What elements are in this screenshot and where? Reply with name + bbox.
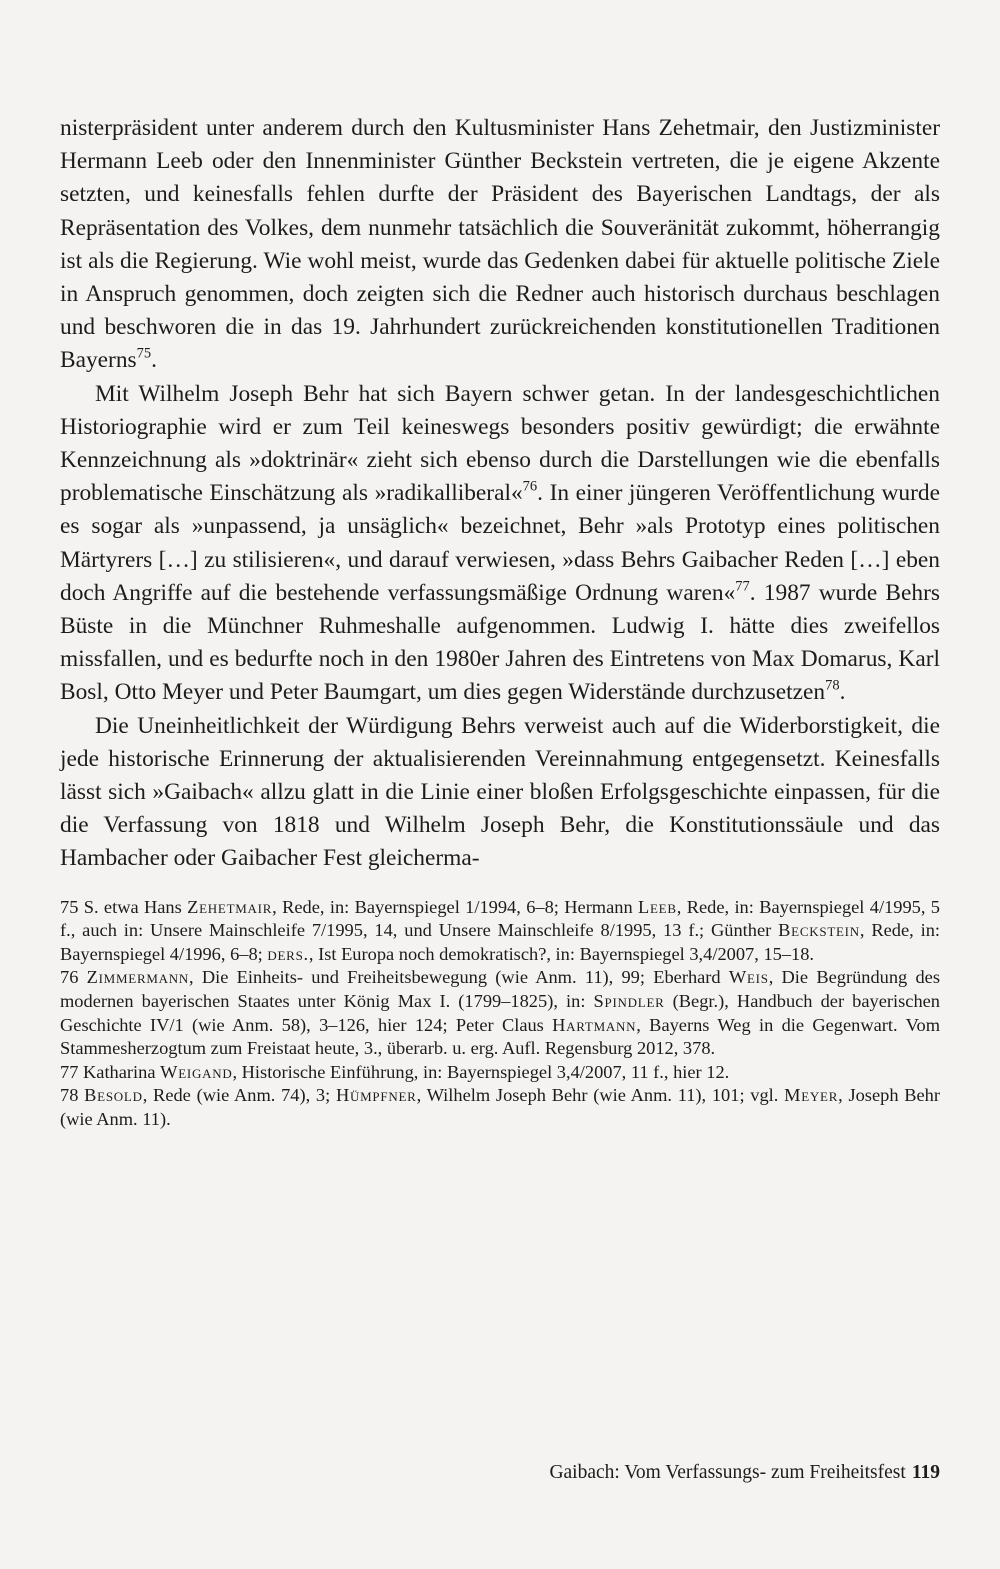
author-name: ders.	[267, 943, 309, 964]
footnote-ref-76: 76	[522, 478, 538, 495]
paragraph-1: nisterpräsident unter anderem durch den Kultusminister Hans Zehetmair, den Justizminister Hermann Leeb oder den Innenminister Günther Beckstein vertreten, die je eigene Akzente setzten, und keinesfalls fehlen durfte der Präsident des Bayerischen Landtags, der als Repräsentation des Volkes, dem nunmehr tatsächlich die Souveränität zukommt, höherrangig ist als die Regierung. Wie wohl meist, wurde das Gedenken dabei für aktuelle politische Ziele in Anspruch genommen, doch zeigten sich die Redner auch historisch durchaus beschlagen und beschworen die in das 19. Jahrhundert zurückreichenden konstitutionellen Traditionen Bayerns$^{75}$.	[60, 115, 940, 374]
author-name: Leeb	[638, 896, 677, 917]
main-text	[60, 112, 940, 876]
author-name: Weigand	[160, 1061, 233, 1082]
footnotes	[60, 896, 940, 1132]
footnote-ref-78: 78	[825, 678, 840, 695]
author-name: Besold	[84, 1085, 143, 1106]
page	[60, 112, 940, 1132]
footnote-78: 78 Besold, Rede (wie Anm. 74), 3; Hümpfner, Wilhelm Joseph Behr (wie Anm. 11), 101; vgl. Meyer, Joseph Behr (wie Anm. 11).	[60, 1085, 941, 1130]
footnote-77: 77 Katharina Weigand, Historische Einführung, in: Bayernspiegel 3,4/2007, 11 f., hier 12.	[60, 1061, 730, 1082]
footnote-75: 75 S. etwa Hans Zehetmair, Rede, in: Bayernspiegel 1/1994, 6–8; Hermann Leeb, Rede, in: Bayernspiegel 4/1995, 5 f., auch in: Unsere Mainschleife 7/1995, 14, und Unsere Mainschleife 8/1995, 13 f.; Günther Beckstein, Rede, in: Bayernspiegel 4/1996, 6–8; ders., Ist Europa noch demokratisch?, in: Bayernspiegel 3,4/2007, 15–18.	[60, 896, 940, 964]
author-name: Zehetmair	[187, 896, 273, 917]
paragraph-1-text: nisterpräsident unter anderem durch den Kultusminister Hans Zehetmair, den Justizminister Hermann Leeb oder den Innenminister Günther Beckstein vertreten, die je eigene Akzente setzten, und keinesfalls fehlen durfte der Präsident des Bayerischen Landtags, der als Repräsentation des Volkes, dem nunmehr tatsächlich die Souveränität zukommt, höherrangig ist als die Regierung. Wie wohl meist, wurde das Gedenken dabei für aktuelle politische Ziele in Anspruch genommen, doch zeigten sich die Redner auch historisch durchaus beschlagen und beschworen die in das 19. Jahrhundert zurückreichenden konstitutionellen Traditionen Bayerns	[60, 115, 940, 374]
author-name: Hümpfner	[335, 1085, 417, 1106]
author-name: Spindler	[593, 991, 665, 1012]
author-name: Hartmann	[552, 1014, 637, 1035]
paragraph-2: Mit Wilhelm Joseph Behr hat sich Bayern schwer getan. In der landesgeschichtlichen Historiographie wird er zum Teil keineswegs besonders positiv gewürdigt; die erwähnte Kennzeichnung als »doktrinär« zieht sich ebenso durch die Darstellungen wie die ebenfalls problematische Einschätzung als »radikalliberal«$^{76}$. In einer jüngeren Veröffentlichung wurde es sogar als »unpassend, ja unsäglich« bezeichnet, Behr »als Prototyp eines politischen Märtyrers […] zu stilisieren«, und darauf verwiesen, »dass Behrs Gaibacher Reden […] eben doch Angriffe auf die bestehende verfassungsmäßige Ordnung waren«$^{77}$. 1987 wurde Behrs Büste in die Münchner Ruhmeshalle aufgenommen. Ludwig I. hätte dies zweifellos missfallen, und es bedurfte noch in den 1980er Jahren des Eintretens von Max Domarus, Karl Bosl, Otto Meyer und Peter Baumgart, um dies gegen Widerstände durchzusetzen$^{78}$.	[60, 380, 940, 706]
running-title: Gaibach: Vom Verfassungs- zum Freiheitsfest	[549, 1462, 906, 1483]
footnote-76: 76 Zimmermann, Die Einheits- und Freiheitsbewegung (wie Anm. 11), 99; Eberhard Weis, Die Begründung des modernen bayerischen Staates unter König Max I. (1799–1825), in: Spindler (Begr.), Handbuch der bayerischen Geschichte IV/1 (wie Anm. 58), 3–126, hier 124; Peter Claus Hartmann, Bayerns Weg in die Gegenwart. Vom Stammesherzogtum zum Freistaat heute, 3., überarb. u. erg. Aufl. Regensburg 2012, 378.	[60, 967, 941, 1059]
paragraph-3: Die Uneinheitlichkeit der Würdigung Behrs verweist auch auf die Widerborstigkeit, die jede historische Erinnerung der aktualisierenden Vereinnahmung entgegensetzt. Keinesfalls lässt sich »Gaibach« allzu glatt in die Linie einer bloßen Erfolgsgeschichte einpassen, für die die Verfassung von 1818 und Wilhelm Joseph Behr, die Konstitutionssäule und das Hambacher oder Gaibacher Fest gleicherma-	[60, 712, 940, 872]
footnote-ref-77: 77	[735, 578, 750, 595]
page-footer	[549, 1462, 940, 1484]
author-name: Zimmermann	[86, 967, 190, 988]
footnote-ref-75: 75	[136, 346, 152, 362]
author-name: Beckstein	[778, 920, 860, 941]
author-name: Meyer	[784, 1085, 839, 1106]
author-name: Weis	[728, 967, 769, 988]
page-number: 119	[911, 1462, 940, 1483]
